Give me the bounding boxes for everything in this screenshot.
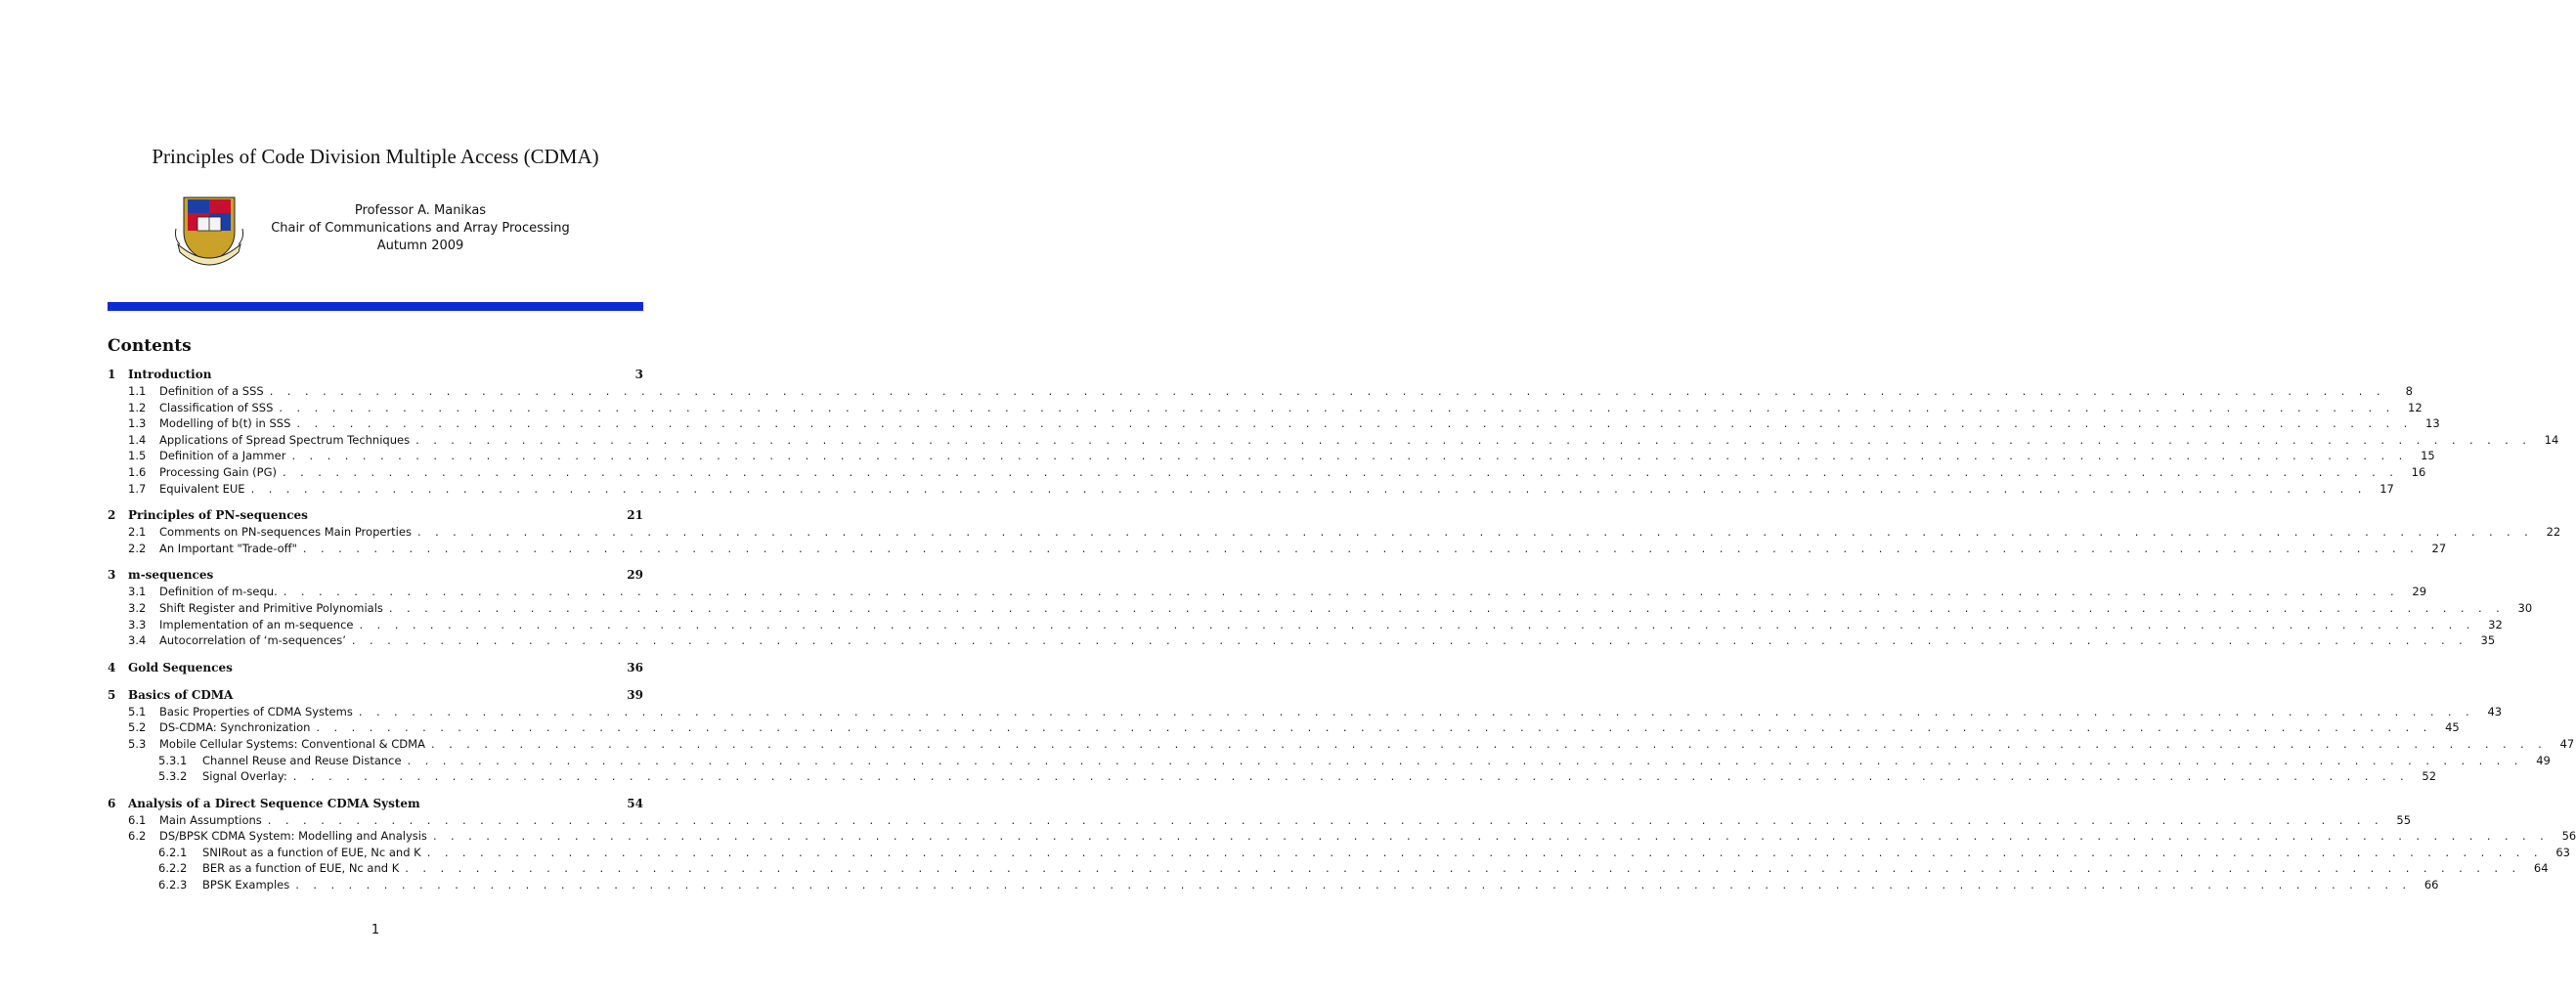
section-number: 3.4 — [128, 633, 147, 648]
section-number: 5.2 — [128, 720, 147, 735]
section-number: 5.3 — [128, 736, 147, 751]
chapter-page: 39 — [627, 687, 643, 702]
section-page: 64 — [2533, 861, 2549, 876]
contents-heading: Contents — [108, 336, 192, 356]
toc-section[interactable] — [108, 400, 2423, 417]
section-page: 29 — [2412, 585, 2427, 599]
leader-dots: . . . . . . . . . . . . . . . . . . . . . . . . . . . . . . . . . . . . . . . . . . . . . . . . . . . . . . . . . . . . . . . . . . . . . . . . . . . . . . . . . . . . . . . . . . . . . . . . . . . . . . . . . . . . . . . . . . . . . . . . — [426, 845, 2543, 859]
section-title: Applications of Spread Spectrum Techniques — [159, 432, 411, 447]
leader-dots: . . . . . . . . . . . . . . . . . . . . . . . . . . . . . . . . . . . . . . . . . . . . . . . . . . . . . . . . . . . . . . . . . . . . . . . . . . . . . . . . . . . . . . . . . . . . . . . . . . . . . . . . . . . . . . . . . . . . . . . . — [292, 769, 2410, 784]
leader-dots: . . . . . . . . . . . . . . . . . . . . . . . . . . . . . . . . . . . . . . . . . . . . . . . . . . . . . . . . . . . . . . . . . . . . . . . . . . . . . . . . . . . . . . . . . . . . . . . . . . . . . . . . . . . . . . . . . . . . . . . . — [358, 704, 2475, 718]
toc-chapter[interactable] — [108, 797, 643, 813]
accent-bar — [108, 302, 643, 311]
chapter-number: 4 — [108, 660, 116, 675]
section-number: 2.2 — [128, 541, 147, 555]
toc-section[interactable] — [108, 812, 2412, 830]
section-page: 17 — [2380, 481, 2394, 496]
section-title: Classification of SSS — [159, 400, 274, 414]
section-number: 1.2 — [128, 400, 147, 414]
chapter-number: 3 — [108, 568, 116, 583]
leader-dots: . . . . . . . . . . . . . . . . . . . . . . . . . . . . . . . . . . . . . . . . . . . . . . . . . . . . . . . . . . . . . . . . . . . . . . . . . . . . . . . . . . . . . . . . . . . . . . . . . . . . . . . . . . . . . . . . . . . . . . . . — [407, 753, 2523, 767]
chapter-title: Principles of PN-sequences — [128, 508, 308, 523]
section-page: 52 — [2422, 769, 2437, 784]
section-page: 22 — [2546, 525, 2561, 540]
page-number: 1 — [371, 923, 380, 937]
section-page: 66 — [2423, 878, 2439, 892]
section-page: 30 — [2517, 600, 2533, 615]
toc-subsection[interactable] — [108, 861, 2549, 878]
section-title: Signal Overlay: — [202, 769, 287, 784]
chapter-page: 21 — [627, 508, 643, 523]
leader-dots: . . . . . . . . . . . . . . . . . . . . . . . . . . . . . . . . . . . . . . . . . . . . . . . . . . . . . . . . . . . . . . . . . . . . . . . . . . . . . . . . . . . . . . . . . . . . . . . . . . . . . . . . . . . . . . . . . . . . . . . . — [430, 736, 2548, 751]
toc-section[interactable] — [108, 432, 2559, 450]
section-number: 5.3.2 — [158, 769, 188, 784]
chapter-page: 3 — [634, 368, 643, 381]
toc-section[interactable] — [108, 736, 2575, 754]
section-number: 6.2.2 — [158, 861, 188, 876]
leader-dots: . . . . . . . . . . . . . . . . . . . . . . . . . . . . . . . . . . . . . . . . . . . . . . . . . . . . . . . . . . . . . . . . . . . . . . . . . . . . . . . . . . . . . . . . . . . . . . . . . . . . . . . . . . . . . . . . . . . . . . . . — [302, 541, 2420, 555]
chapter-number: 6 — [108, 796, 116, 810]
leader-dots: . . . . . . . . . . . . . . . . . . . . . . . . . . . . . . . . . . . . . . . . . . . . . . . . . . . . . . . . . . . . . . . . . . . . . . . . . . . . . . . . . . . . . . . . . . . . . . . . . . . . . . . . . . . . . . . . . . . . . . . . — [432, 829, 2550, 844]
section-title: Comments on PN-sequences Main Properties — [159, 525, 412, 540]
section-number: 1.4 — [128, 432, 147, 447]
toc-subsection[interactable] — [108, 878, 2439, 894]
section-page: 63 — [2555, 845, 2570, 859]
section-title: Definition of m-sequ. — [159, 585, 278, 599]
leader-dots: . . . . . . . . . . . . . . . . . . . . . . . . . . . . . . . . . . . . . . . . . . . . . . . . . . . . . . . . . . . . . . . . . . . . . . . . . . . . . . . . . . . . . . . . . . . . . . . . . . . . . . . . . . . . . . . . . . . . . . . . — [296, 416, 2413, 431]
toc-section[interactable] — [108, 384, 2413, 401]
toc-section[interactable] — [108, 585, 2427, 601]
leader-dots: . . . . . . . . . . . . . . . . . . . . . . . . . . . . . . . . . . . . . . . . . . . . . . . . . . . . . . . . . . . . . . . . . . . . . . . . . . . . . . . . . . . . . . . . . . . . . . . . . . . . . . . . . . . . . . . . . . . . . . . . — [388, 600, 2506, 615]
toc-section[interactable] — [108, 600, 2533, 618]
leader-dots: . . . . . . . . . . . . . . . . . . . . . . . . . . . . . . . . . . . . . . . . . . . . . . . . . . . . . . . . . . . . . . . . . . . . . . . . . . . . . . . . . . . . . . . . . . . . . . . . . . . . . . . . . . . . . . . . . . . . . . . . — [269, 384, 2385, 398]
section-number: 1.5 — [128, 449, 147, 463]
leader-dots: . . . . . . . . . . . . . . . . . . . . . . . . . . . . . . . . . . . . . . . . . . . . . . . . . . . . . . . . . . . . . . . . . . . . . . . . . . . . . . . . . . . . . . . . . . . . . . . . . . . . . . . . . . . . . . . . . . . . . . . . — [267, 812, 2384, 827]
leader-dots: . . . . . . . . . . . . . . . . . . . . . . . . . . . . . . . . . . . . . . . . . . . . . . . . . . . . . . . . . . . . . . . . . . . . . . . . . . . . . . . . . . . . . . . . . . . . . . . . . . . . . . . . . . . . . . . . . . . . . . . . — [359, 617, 2475, 631]
leader-dots: . . . . . . . . . . . . . . . . . . . . . . . . . . . . . . . . . . . . . . . . . . . . . . . . . . . . . . . . . . . . . . . . . . . . . . . . . . . . . . . . . . . . . . . . . . . . . . . . . . . . . . . . . . . . . . . . . . . . . . . . — [283, 585, 2400, 599]
section-title: Basic Properties of CDMA Systems — [159, 704, 353, 718]
section-title: BER as a function of EUE, Nc and K — [202, 861, 400, 876]
toc-section[interactable] — [108, 481, 2394, 499]
toc-chapter[interactable] — [108, 661, 643, 677]
author-name: Professor A. Manikas — [354, 203, 487, 218]
section-title: Definition of a SSS — [159, 384, 264, 398]
section-page: 43 — [2487, 704, 2503, 718]
section-title: Channel Reuse and Reuse Distance — [202, 753, 402, 767]
author-affiliation: Chair of Communications and Array Processing — [271, 221, 570, 236]
table-of-contents — [108, 368, 2576, 894]
chapter-title: Introduction — [128, 368, 212, 381]
section-title: Definition of a Jammer — [159, 449, 286, 463]
toc-section[interactable] — [108, 416, 2440, 433]
leader-dots: . . . . . . . . . . . . . . . . . . . . . . . . . . . . . . . . . . . . . . . . . . . . . . . . . . . . . . . . . . . . . . . . . . . . . . . . . . . . . . . . . . . . . . . . . . . . . . . . . . . . . . . . . . . . . . . . . . . . . . . . — [282, 464, 2399, 479]
chapter-page: 29 — [627, 568, 643, 583]
section-title: Implementation of an m-sequence — [159, 617, 354, 631]
chapter-number: 5 — [108, 687, 116, 702]
section-page: 49 — [2536, 753, 2551, 767]
section-page: 45 — [2445, 720, 2460, 735]
toc-chapter[interactable] — [108, 368, 643, 384]
section-number: 1.1 — [128, 384, 147, 398]
chapter-number: 2 — [108, 508, 116, 523]
section-title: Autocorrelation of ‘m-sequences’ — [159, 633, 346, 648]
section-number: 3.2 — [128, 600, 147, 615]
chapter-title: m-sequences — [128, 568, 214, 583]
section-title: DS-CDMA: Synchronization — [159, 720, 311, 735]
section-title: Equivalent EUE — [159, 481, 245, 496]
section-page: 13 — [2425, 416, 2440, 431]
toc-chapter[interactable] — [108, 568, 643, 585]
section-title: SNIRout as a function of EUE, Nc and K — [202, 845, 421, 859]
toc-subsection[interactable] — [108, 753, 2551, 770]
section-page: 14 — [2544, 432, 2559, 447]
section-title: Main Assumptions — [159, 812, 262, 827]
leader-dots: . . . . . . . . . . . . . . . . . . . . . . . . . . . . . . . . . . . . . . . . . . . . . . . . . . . . . . . . . . . . . . . . . . . . . . . . . . . . . . . . . . . . . . . . . . . . . . . . . . . . . . . . . . . . . . . . . . . . . . . . — [416, 525, 2534, 540]
toc-section[interactable] — [108, 704, 2503, 721]
section-number: 1.7 — [128, 481, 147, 496]
university-crest-icon — [174, 194, 244, 270]
leader-dots: . . . . . . . . . . . . . . . . . . . . . . . . . . . . . . . . . . . . . . . . . . . . . . . . . . . . . . . . . . . . . . . . . . . . . . . . . . . . . . . . . . . . . . . . . . . . . . . . . . . . . . . . . . . . . . . . . . . . . . . . — [415, 432, 2532, 447]
toc-section[interactable] — [108, 449, 2435, 465]
section-page: 35 — [2480, 633, 2496, 648]
toc-section[interactable] — [108, 829, 2576, 846]
section-page: 8 — [2405, 384, 2413, 398]
section-number: 6.2.1 — [158, 845, 188, 859]
section-title: Modelling of b(t) in SSS — [159, 416, 291, 431]
toc-subsection[interactable] — [108, 769, 2437, 786]
chapter-title: Gold Sequences — [128, 660, 233, 675]
section-page: 56 — [2561, 829, 2576, 844]
author-block — [254, 202, 587, 255]
section-page: 55 — [2396, 812, 2412, 827]
section-title: Mobile Cellular Systems: Conventional & CDMA — [159, 736, 425, 751]
section-number: 3.1 — [128, 585, 147, 599]
section-page: 15 — [2421, 449, 2435, 463]
section-number: 6.1 — [128, 812, 147, 827]
leader-dots: . . . . . . . . . . . . . . . . . . . . . . . . . . . . . . . . . . . . . . . . . . . . . . . . . . . . . . . . . . . . . . . . . . . . . . . . . . . . . . . . . . . . . . . . . . . . . . . . . . . . . . . . . . . . . . . . . . . . . . . . — [405, 861, 2521, 876]
section-number: 5.1 — [128, 704, 147, 718]
leader-dots: . . . . . . . . . . . . . . . . . . . . . . . . . . . . . . . . . . . . . . . . . . . . . . . . . . . . . . . . . . . . . . . . . . . . . . . . . . . . . . . . . . . . . . . . . . . . . . . . . . . . . . . . . . . . . . . . . . . . . . . . — [316, 720, 2432, 735]
section-title: An Important "Trade-off" — [159, 541, 297, 555]
section-title: DS/BPSK CDMA System: Modelling and Analysis — [159, 829, 427, 844]
leader-dots: . . . . . . . . . . . . . . . . . . . . . . . . . . . . . . . . . . . . . . . . . . . . . . . . . . . . . . . . . . . . . . . . . . . . . . . . . . . . . . . . . . . . . . . . . . . . . . . . . . . . . . . . . . . . . . . . . . . . . . . . — [250, 481, 2367, 496]
leader-dots: . . . . . . . . . . . . . . . . . . . . . . . . . . . . . . . . . . . . . . . . . . . . . . . . . . . . . . . . . . . . . . . . . . . . . . . . . . . . . . . . . . . . . . . . . . . . . . . . . . . . . . . . . . . . . . . . . . . . . . . . — [295, 878, 2412, 892]
toc-section[interactable] — [108, 541, 2447, 558]
chapter-page: 36 — [627, 660, 643, 675]
chapter-page: 54 — [627, 796, 643, 810]
section-number: 6.2.3 — [158, 878, 188, 892]
section-title: BPSK Examples — [202, 878, 290, 892]
toc-section[interactable] — [108, 464, 2426, 482]
toc-chapter[interactable] — [108, 688, 643, 705]
chapter-title: Basics of CDMA — [128, 687, 234, 702]
toc-section[interactable] — [108, 633, 2496, 650]
section-title: Shift Register and Primitive Polynomials — [159, 600, 383, 615]
section-number: 1.6 — [128, 464, 147, 479]
section-page: 47 — [2559, 736, 2575, 751]
leader-dots: . . . . . . . . . . . . . . . . . . . . . . . . . . . . . . . . . . . . . . . . . . . . . . . . . . . . . . . . . . . . . . . . . . . . . . . . . . . . . . . . . . . . . . . . . . . . . . . . . . . . . . . . . . . . . . . . . . . . . . . . — [279, 400, 2395, 414]
section-number: 2.1 — [128, 525, 147, 540]
section-page: 32 — [2488, 617, 2503, 631]
toc-chapter[interactable] — [108, 508, 643, 525]
chapter-title: Analysis of a Direct Sequence CDMA System — [128, 796, 420, 810]
toc-section[interactable] — [108, 720, 2460, 737]
section-number: 5.3.1 — [158, 753, 188, 767]
toc-subsection[interactable] — [108, 845, 2570, 862]
toc-section[interactable] — [108, 525, 2561, 542]
toc-section[interactable] — [108, 617, 2503, 634]
leader-dots: . . . . . . . . . . . . . . . . . . . . . . . . . . . . . . . . . . . . . . . . . . . . . . . . . . . . . . . . . . . . . . . . . . . . . . . . . . . . . . . . . . . . . . . . . . . . . . . . . . . . . . . . . . . . . . . . . . . . . . . . — [291, 449, 2408, 463]
section-page: 12 — [2408, 400, 2423, 414]
leader-dots: . . . . . . . . . . . . . . . . . . . . . . . . . . . . . . . . . . . . . . . . . . . . . . . . . . . . . . . . . . . . . . . . . . . . . . . . . . . . . . . . . . . . . . . . . . . . . . . . . . . . . . . . . . . . . . . . . . . . . . . . — [351, 633, 2468, 648]
section-title: Processing Gain (PG) — [159, 464, 277, 479]
section-page: 16 — [2411, 464, 2426, 479]
section-number: 6.2 — [128, 829, 147, 844]
section-page: 27 — [2431, 541, 2447, 555]
document-title: Principles of Code Division Multiple Access (CDMA) — [152, 145, 599, 168]
chapter-number: 1 — [108, 368, 116, 381]
section-number: 1.3 — [128, 416, 147, 431]
document-term: Autumn 2009 — [376, 239, 464, 253]
section-number: 3.3 — [128, 617, 147, 631]
